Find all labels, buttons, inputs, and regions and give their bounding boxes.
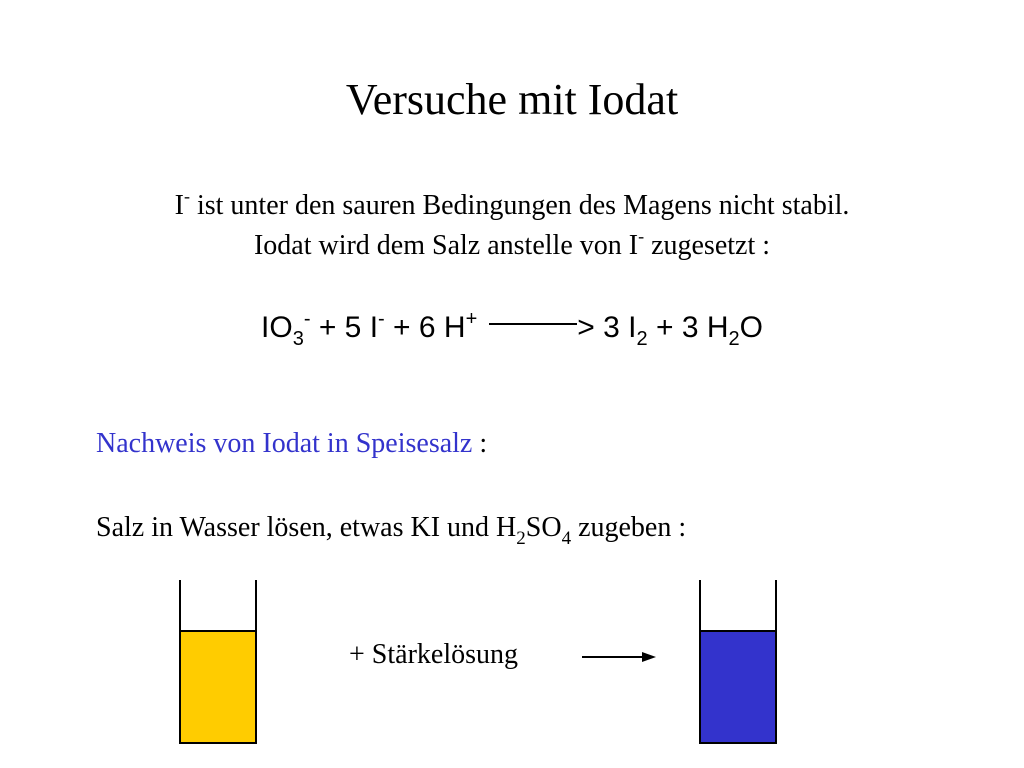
reaction-arrow-head: >	[577, 311, 595, 344]
subscript: 2	[516, 528, 526, 549]
text-segment: Iodat wird dem Salz anstelle von I	[253, 230, 639, 261]
text-segment: zugesetzt :	[644, 230, 771, 261]
equation-water: + 3 H	[647, 311, 729, 344]
yellow-solution	[180, 631, 256, 743]
subscript: 4	[561, 528, 572, 549]
beaker-after	[700, 580, 776, 743]
text-segment: zugeben :	[571, 512, 687, 543]
equation-iodine: 3 I	[594, 311, 637, 344]
beaker-before	[180, 580, 256, 743]
equation-iodide: + 5 I	[310, 311, 379, 344]
superscript: -	[638, 226, 645, 246]
subscript: 2	[636, 328, 648, 350]
text-segment: I	[174, 190, 184, 221]
text-segment: ist unter den sauren Bedingungen des Magens nicht stabil.	[189, 190, 850, 221]
text-segment: SO	[525, 512, 562, 543]
equation-water-tail: O	[739, 311, 763, 344]
superscript: +	[465, 308, 478, 330]
subscript: 3	[292, 328, 304, 350]
superscript: -	[378, 308, 385, 330]
superscript: -	[183, 186, 190, 206]
nachweis-suffix: :	[472, 428, 488, 459]
reaction-arrow	[582, 652, 656, 662]
blue-solution	[700, 631, 776, 743]
equation-iodate: IO	[261, 311, 293, 344]
arrow-head-icon	[642, 652, 656, 662]
text-segment: Salz in Wasser lösen, etwas KI und H	[96, 512, 517, 543]
starch-solution-label: + Stärkelösung	[349, 639, 518, 670]
nachweis-label: Nachweis von Iodat in Speisesalz	[96, 428, 473, 459]
slide-title: Versuche mit Iodat	[345, 75, 679, 124]
superscript: -	[303, 308, 311, 330]
subscript: 2	[728, 328, 740, 350]
equation-protons: + 6 H	[384, 311, 466, 344]
